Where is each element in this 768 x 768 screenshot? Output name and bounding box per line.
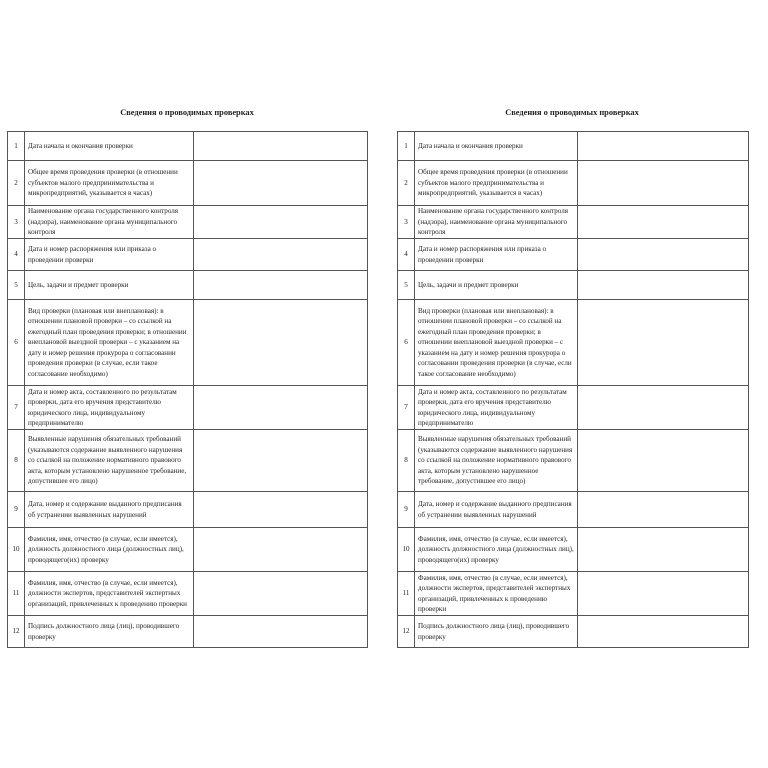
table-row [8,300,368,386]
row-label: Выявленные нарушения обязательных требований (указываются содержание выявленного нарушения со ссылкой на положение нормативного правового акта, которым установлено нарушенное требование, допустившее его лицо) [25,430,194,492]
row-number: 11 [398,572,415,616]
row-number: 1 [398,132,415,161]
table-row [8,206,368,239]
row-value-cell[interactable] [578,206,749,239]
row-label: Дата и номер акта, составленного по результатам проверки, дата его вручения представителю юридического лица, индивидуальному предпринимателю [415,386,578,430]
row-value-cell[interactable] [194,572,368,616]
table-row [8,616,368,648]
row-value-cell[interactable] [194,386,368,430]
row-label: Дата, номер и содержание выданного предписания об устранении выявленных нарушений [415,492,578,528]
row-value-cell[interactable] [194,430,368,492]
row-label: Фамилия, имя, отчество (в случае, если имеется), должности экспертов, представителей экспертных организаций, привлеченных к проведению проверки [25,572,194,616]
table-row [398,572,749,616]
row-value-cell[interactable] [578,239,749,271]
table-row [398,239,749,271]
table-row [8,161,368,206]
table-row [398,430,749,492]
table-row [8,492,368,528]
row-number: 12 [398,616,415,648]
row-value-cell[interactable] [578,492,749,528]
table-row [8,386,368,430]
row-label: Вид проверки (плановая или внеплановая): в отношении плановой проверки – со ссылкой на ежегодный план проведения проверки; в отношении внеплановой выездной проверки – с указанием на дату и номер решения прокурора о согласовании проведения проверки (в случае, если такое согласование необходимо) [25,300,194,386]
table-row [8,271,368,300]
row-label: Дата начала и окончания проверки [415,132,578,161]
row-value-cell[interactable] [194,616,368,648]
row-label: Фамилия, имя, отчество (в случае, если имеется), должности экспертов, представителей экспертных организаций, привлеченных к проведению проверки [415,572,578,616]
row-value-cell[interactable] [578,616,749,648]
row-value-cell[interactable] [194,132,368,161]
row-value-cell[interactable] [578,161,749,206]
table-row [8,430,368,492]
row-value-cell[interactable] [578,386,749,430]
row-value-cell[interactable] [578,300,749,386]
table-row [8,572,368,616]
table-row [398,492,749,528]
row-number: 9 [8,492,25,528]
row-label: Подпись должностного лица (лиц), проводившего проверку [415,616,578,648]
page-title: Сведения о проводимых проверках [505,108,639,117]
row-value-cell[interactable] [194,161,368,206]
row-number: 4 [398,239,415,271]
row-value-cell[interactable] [578,132,749,161]
row-label: Вид проверки (плановая или внеплановая): в отношении плановой проверки – со ссылкой на ежегодный план проведения проверки; в отношении внеплановой выездной проверки – с указанием на дату и номер решения прокурора о согласовании проведения проверки (в случае, если такое согласование необходимо) [415,300,578,386]
inspection-table [397,131,749,648]
row-label: Общее время проведения проверки (в отношении субъектов малого предпринимательства и микропредприятий, указывается в часах) [25,161,194,206]
table-row [398,132,749,161]
row-number: 10 [398,528,415,572]
row-value-cell[interactable] [578,572,749,616]
row-number: 1 [8,132,25,161]
row-number: 8 [8,430,25,492]
row-value-cell[interactable] [578,430,749,492]
row-number: 7 [398,386,415,430]
table-row [8,132,368,161]
row-value-cell[interactable] [194,492,368,528]
row-value-cell[interactable] [194,528,368,572]
page-title: Сведения о проводимых проверках [120,108,254,117]
row-number: 8 [398,430,415,492]
table-row [398,206,749,239]
table-row [398,161,749,206]
table-row [398,300,749,386]
row-label: Цель, задачи и предмет проверки [415,271,578,300]
row-number: 10 [8,528,25,572]
table-row [398,386,749,430]
row-label: Подпись должностного лица (лиц), проводившего проверку [25,616,194,648]
row-number: 5 [8,271,25,300]
row-number: 3 [398,206,415,239]
inspection-table [7,131,368,648]
row-number: 6 [398,300,415,386]
row-number: 5 [398,271,415,300]
row-number: 7 [8,386,25,430]
table-row [8,528,368,572]
table-row [398,271,749,300]
row-value-cell[interactable] [194,300,368,386]
row-value-cell[interactable] [578,528,749,572]
row-value-cell[interactable] [194,206,368,239]
row-number: 12 [8,616,25,648]
row-label: Общее время проведения проверки (в отношении субъектов малого предпринимательства и микропредприятий, указывается в часах) [415,161,578,206]
row-label: Дата, номер и содержание выданного предписания об устранении выявленных нарушений [25,492,194,528]
row-label: Наименование органа государственного контроля (надзора), наименование органа муниципального контроля [25,206,194,239]
row-label: Фамилия, имя, отчество (в случае, если имеется), должность должностного лица (должностных лиц), проводящего(их) проверку [415,528,578,572]
table-row [398,528,749,572]
row-label: Фамилия, имя, отчество (в случае, если имеется), должность должностного лица (должностных лиц), проводящего(их) проверку [25,528,194,572]
row-value-cell[interactable] [194,271,368,300]
row-label: Цель, задачи и предмет проверки [25,271,194,300]
row-label: Дата и номер акта, составленного по результатам проверки, дата его вручения представителю юридического лица, индивидуальному предпринимателю [25,386,194,430]
row-value-cell[interactable] [194,239,368,271]
table-row [8,239,368,271]
row-number: 3 [8,206,25,239]
table-row [398,616,749,648]
row-value-cell[interactable] [578,271,749,300]
row-label: Дата начала и окончания проверки [25,132,194,161]
row-label: Дата и номер распоряжения или приказа о проведении проверки [25,239,194,271]
row-label: Выявленные нарушения обязательных требований (указываются содержание выявленного нарушения со ссылкой на положение нормативного правового акта, которым установлено нарушенное требование, допустившее его лицо) [415,430,578,492]
row-label: Дата и номер распоряжения или приказа о проведении проверки [415,239,578,271]
row-number: 2 [8,161,25,206]
row-number: 6 [8,300,25,386]
row-number: 2 [398,161,415,206]
row-number: 9 [398,492,415,528]
row-number: 4 [8,239,25,271]
row-label: Наименование органа государственного контроля (надзора), наименование органа муниципального контроля [415,206,578,239]
row-number: 11 [8,572,25,616]
